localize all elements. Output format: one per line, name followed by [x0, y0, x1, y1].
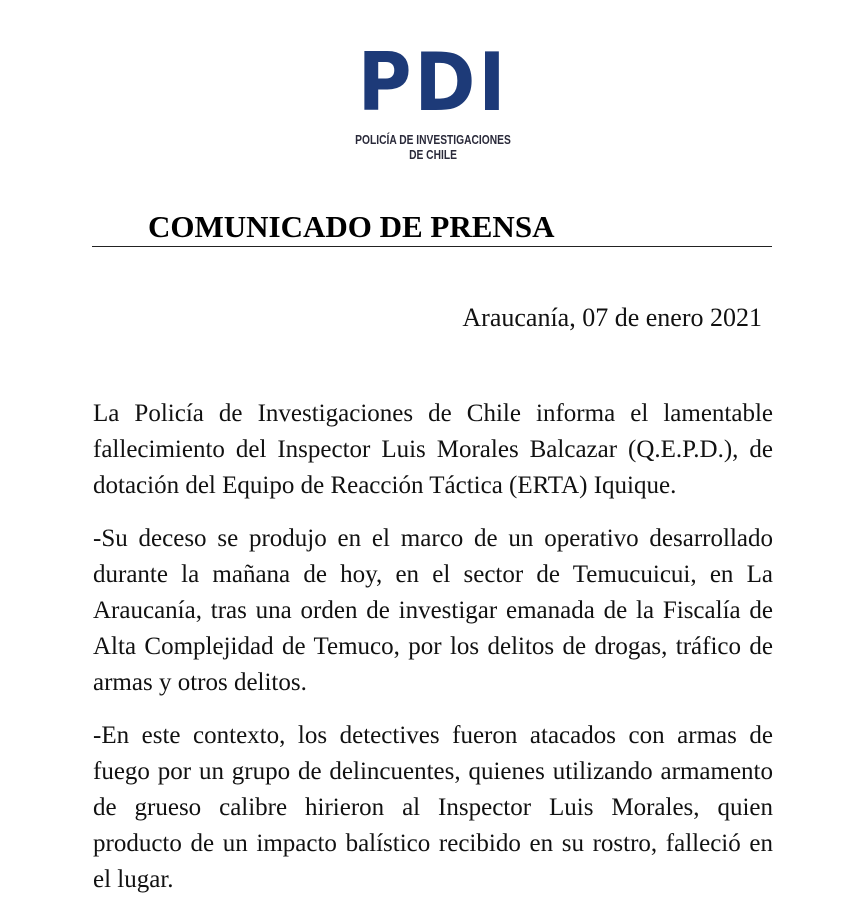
- press-release-body: [93, 396, 773, 915]
- pdi-logo-subtitle-line2: DE CHILE: [409, 148, 457, 162]
- paragraph-2: -Su deceso se produjo en el marco de un operativo desarrollado durante la mañana de hoy, en el sector de Temucuicui, en La Araucanía, tras una orden de investigar emanada de la Fiscalía de Alta Complejidad de Temuco, por los delitos de drogas, tráfico de armas y otros delitos.: [93, 525, 773, 696]
- page-title: COMUNICADO DE PRENSA: [148, 209, 555, 244]
- paragraph-3: -En este contexto, los detectives fueron atacados con armas de fuego por un grupo de delincuentes, quienes utilizando armamento de grueso calibre hirieron al Inspector Luis Morales, quien producto de un impacto balístico recibido en su rostro, falleció en el lugar.: [93, 722, 773, 893]
- pdi-logo: [0, 38, 866, 163]
- pdi-logo-subtitle-line1: POLICÍA DE INVESTIGACIONES: [355, 133, 511, 147]
- title-divider: [92, 246, 772, 247]
- dateline: Araucanía, 07 de enero 2021: [462, 303, 762, 332]
- paragraph-1: La Policía de Investigaciones de Chile informa el lamentable fallecimiento del Inspector Luis Morales Balcazar (Q.E.P.D.), de dotación del Equipo de Reacción Táctica (ERTA) Iquique.: [93, 400, 773, 499]
- pdi-logo-mark: PDI: [357, 36, 509, 129]
